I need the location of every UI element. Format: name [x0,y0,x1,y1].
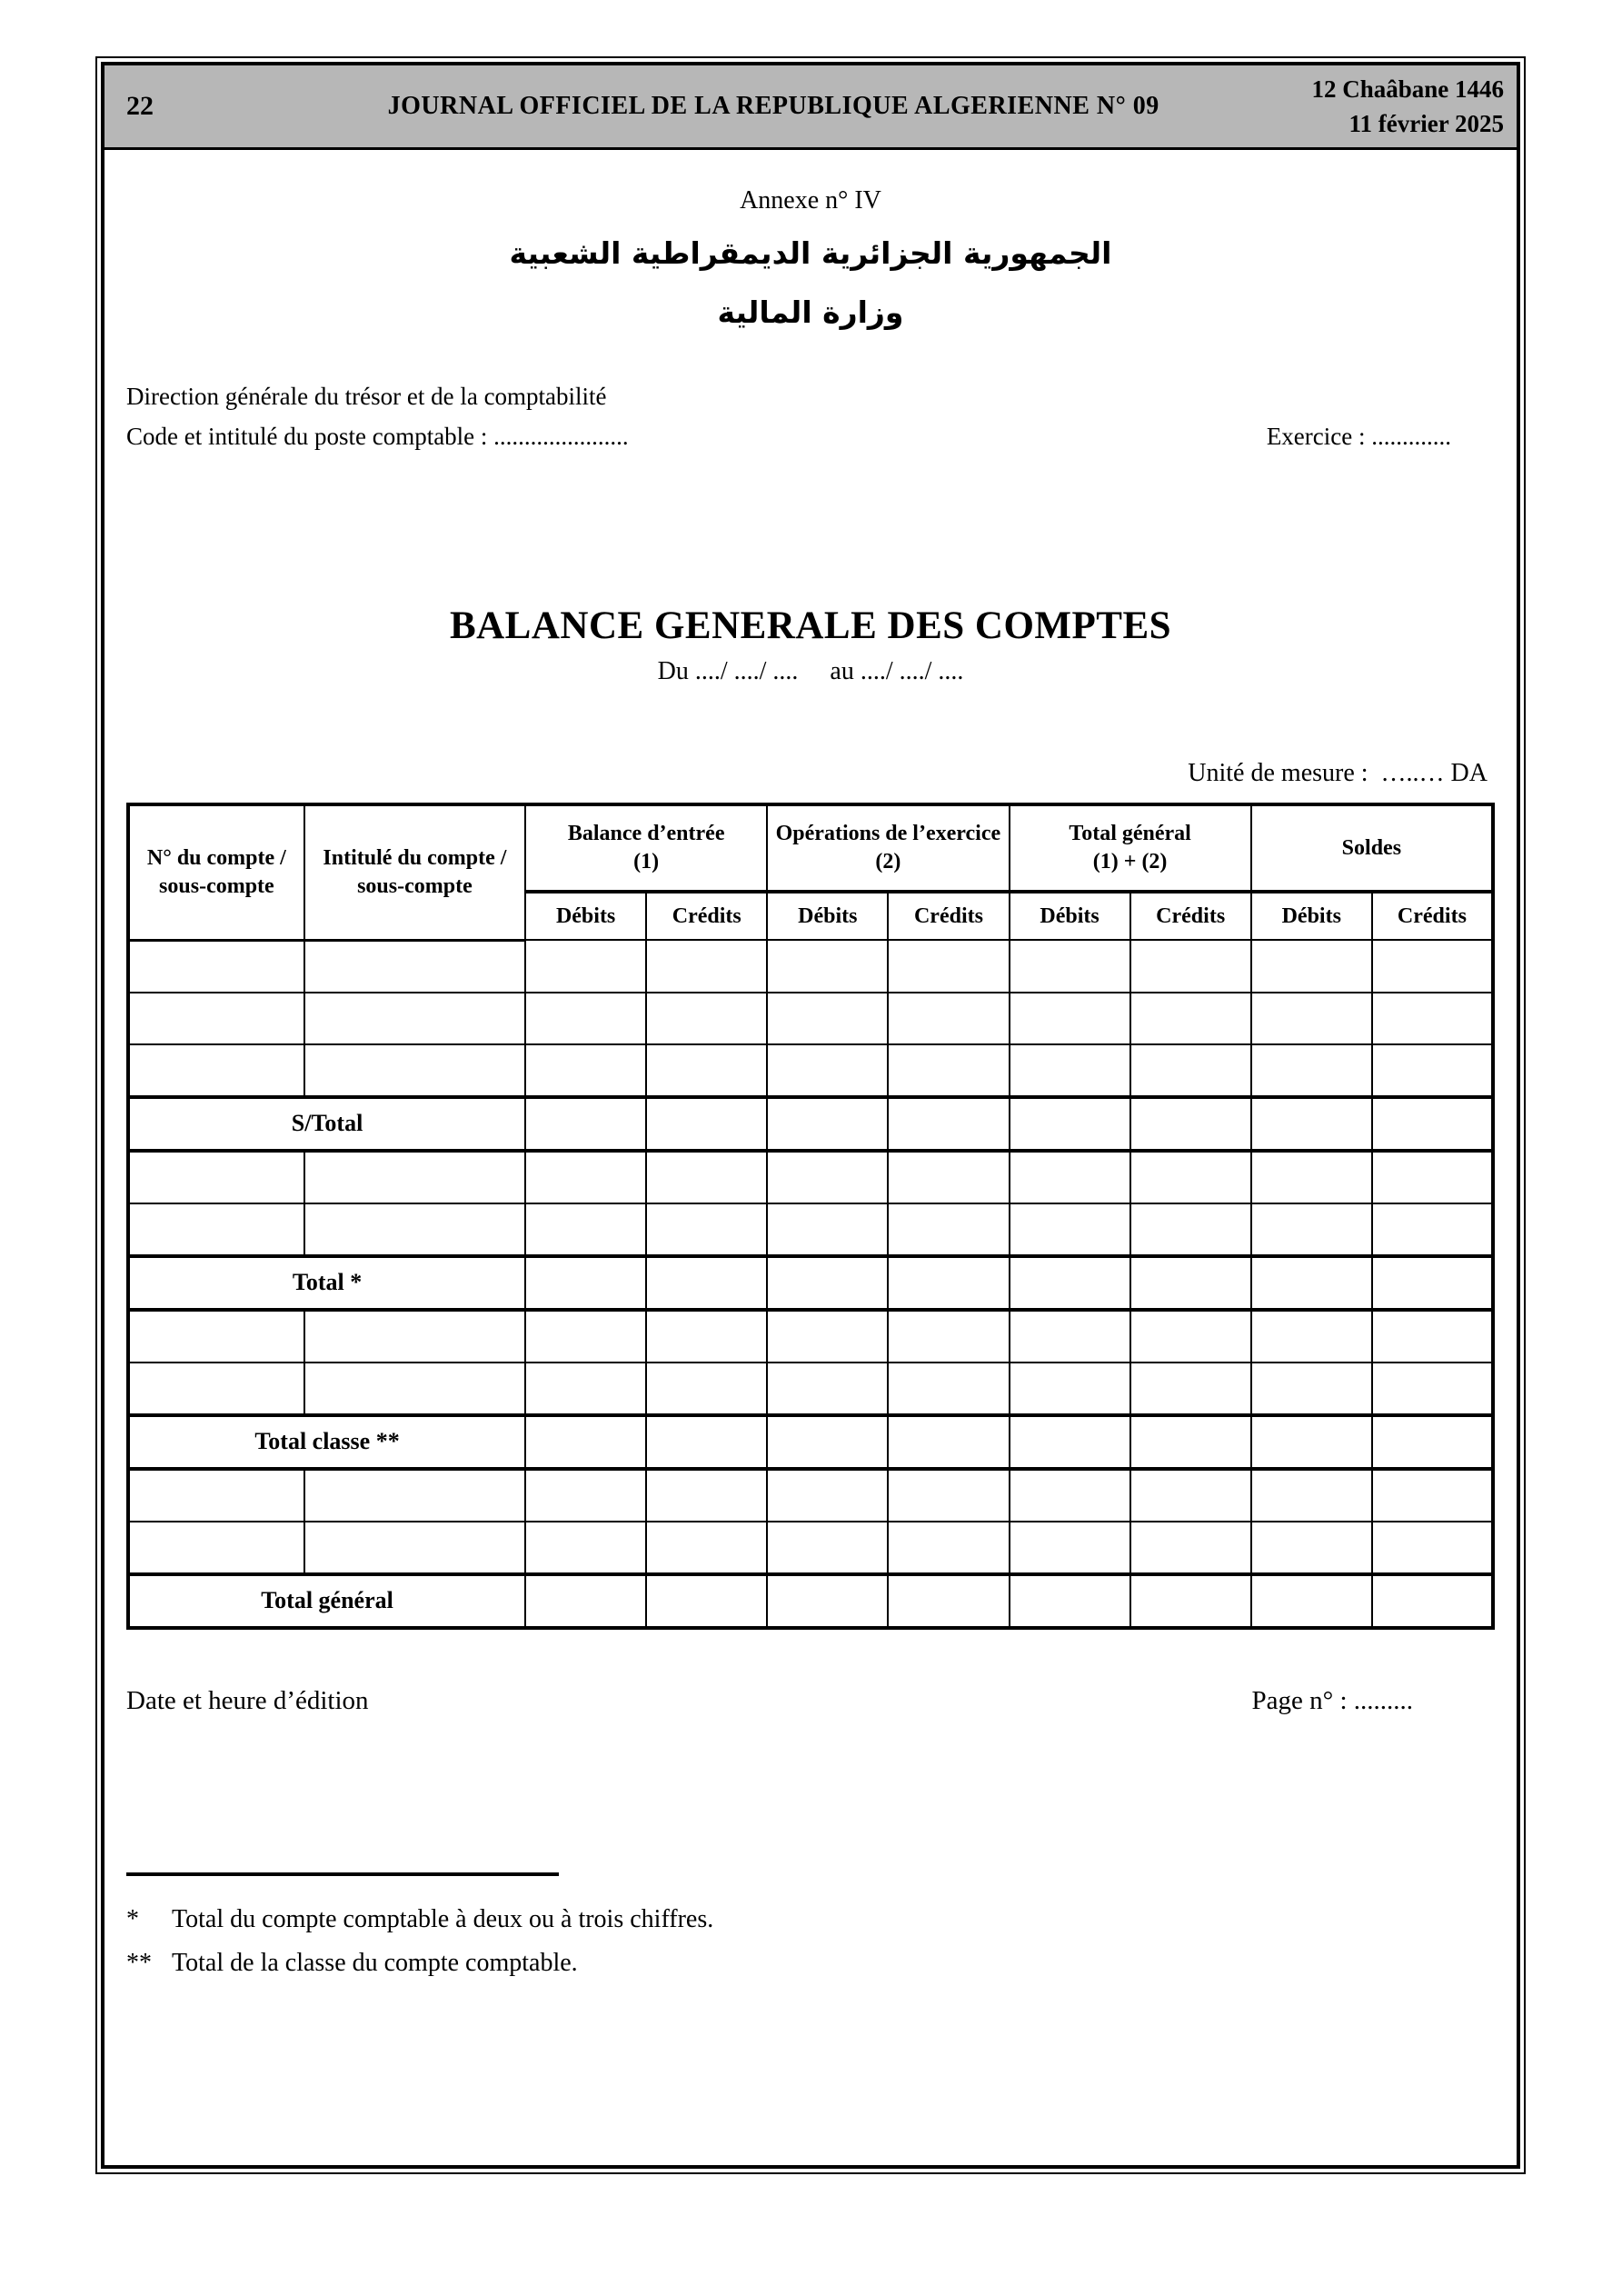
header-account-title [304,804,525,940]
unit-of-measure-line: Unité de mesure : …..… DA [1188,759,1488,787]
empty-amount-cell [525,1574,646,1628]
code-exercice-row [126,423,1495,451]
empty-account-cell [128,1522,304,1574]
empty-amount-cell [1130,1522,1251,1574]
empty-amount-cell [1130,1574,1251,1628]
header-account-title-line1: Intitulé du compte / [323,845,507,870]
empty-amount-cell [1010,1044,1130,1097]
empty-amount-cell [1372,940,1493,993]
header-group-soldes-label: Soldes [1341,835,1402,860]
empty-account-cell [128,993,304,1044]
empty-amount-cell [646,1469,767,1522]
period-line: Du ..../ ..../ .... au ..../ ..../ .... [657,657,964,685]
empty-amount-cell [888,1044,1009,1097]
table-row [128,1044,1493,1097]
empty-amount-cell [1010,1203,1130,1256]
footnote-marker-2: ** [126,1948,152,1977]
empty-amount-cell [1251,993,1372,1044]
empty-amount-cell [525,993,646,1044]
table-row [128,940,1493,993]
empty-account-cell [128,1469,304,1522]
empty-amount-cell [888,1363,1009,1415]
empty-amount-cell [1010,993,1130,1044]
footnote-text-2: Total de la classe du compte comptable. [172,1948,578,1977]
footnote-marker-1: * [126,1904,139,1933]
edition-date-label: Date et heure d’édition [126,1685,369,1715]
empty-amount-cell [525,1469,646,1522]
empty-amount-cell [767,1097,888,1151]
empty-amount-cell [1010,1415,1130,1469]
empty-amount-cell [1251,1574,1372,1628]
header-credits-1: Crédits [646,892,767,940]
empty-amount-cell [646,1363,767,1415]
empty-amount-cell [1010,1522,1130,1574]
balance-table-header [128,804,1493,940]
empty-amount-cell [1251,1469,1372,1522]
empty-amount-cell [1251,1415,1372,1469]
empty-amount-cell [646,1203,767,1256]
empty-account-cell [304,1469,525,1522]
balance-table [126,803,1495,1630]
total-row [128,1097,1493,1151]
empty-amount-cell [888,1522,1009,1574]
empty-amount-cell [888,1415,1009,1469]
empty-amount-cell [646,1574,767,1628]
empty-amount-cell [525,1256,646,1310]
empty-amount-cell [1251,1522,1372,1574]
empty-account-cell [128,1044,304,1097]
empty-amount-cell [767,940,888,993]
empty-amount-cell [1251,1203,1372,1256]
header-group-balance-entree-sub: (1) [633,850,660,873]
empty-amount-cell [1251,1363,1372,1415]
code-poste-comptable-line: Code et intitulé du poste comptable : ...................... [126,423,629,450]
header-account-number-line1: N° du compte / [146,845,286,870]
footnotes [126,1898,1495,1985]
empty-amount-cell [1372,1415,1493,1469]
table-body [128,940,1493,1628]
empty-amount-cell [1372,1574,1493,1628]
table-row [128,993,1493,1044]
empty-amount-cell [646,1310,767,1363]
masthead-dates [1311,72,1517,141]
masthead-band [104,65,1517,150]
header-debits-4: Débits [1251,892,1372,940]
empty-amount-cell [767,993,888,1044]
empty-amount-cell [888,1256,1009,1310]
page-content [104,186,1517,1985]
empty-amount-cell [888,1469,1009,1522]
empty-amount-cell [1130,1097,1251,1151]
row-label-cell: Total général [128,1574,525,1628]
empty-amount-cell [767,1310,888,1363]
arabic-ministry-heading: وزارة المالية [717,294,904,330]
empty-amount-cell [1372,1363,1493,1415]
masthead-date-hijri: 12 Chaâbane 1446 [1311,75,1504,103]
annexe-label: Annexe n° IV [740,186,881,215]
empty-amount-cell [1372,1469,1493,1522]
header-group-operations-label: Opérations de l’exercice [775,822,1001,845]
empty-amount-cell [767,1415,888,1469]
header-credits-4: Crédits [1372,892,1493,940]
empty-amount-cell [1372,1097,1493,1151]
empty-amount-cell [646,1415,767,1469]
exercice-line: Exercice : ............. [1266,423,1451,450]
empty-amount-cell [1251,1097,1372,1151]
empty-amount-cell [646,940,767,993]
empty-amount-cell [646,993,767,1044]
empty-amount-cell [1130,1203,1251,1256]
empty-amount-cell [888,1203,1009,1256]
page-frame-inner [101,62,1520,2169]
empty-account-cell [128,940,304,993]
empty-amount-cell [1010,1256,1130,1310]
footnote-double-asterisk [126,1942,1495,1985]
empty-amount-cell [646,1097,767,1151]
empty-amount-cell [525,1151,646,1203]
empty-amount-cell [888,940,1009,993]
empty-amount-cell [525,1203,646,1256]
masthead-date-gregorian: 11 février 2025 [1348,110,1504,137]
empty-account-cell [304,1310,525,1363]
header-account-number-line2: sous-compte [159,873,274,898]
table-row [128,1151,1493,1203]
empty-amount-cell [1010,940,1130,993]
empty-amount-cell [1010,1097,1130,1151]
total-row [128,1415,1493,1469]
row-label-cell: S/Total [128,1097,525,1151]
row-label-cell: Total * [128,1256,525,1310]
footnote-single-asterisk [126,1898,1495,1942]
empty-amount-cell [1130,1310,1251,1363]
header-account-number [128,804,304,940]
total-row [128,1256,1493,1310]
empty-amount-cell [525,1522,646,1574]
empty-account-cell [128,1203,304,1256]
empty-amount-cell [525,1415,646,1469]
empty-amount-cell [1372,1044,1493,1097]
header-group-total-general-sub: (1) + (2) [1092,850,1168,873]
empty-amount-cell [888,1310,1009,1363]
row-label-cell: Total classe ** [128,1415,525,1469]
empty-amount-cell [1010,1469,1130,1522]
empty-amount-cell [1372,1203,1493,1256]
empty-amount-cell [525,1097,646,1151]
empty-amount-cell [1130,1151,1251,1203]
header-credits-3: Crédits [1130,892,1251,940]
empty-amount-cell [767,1574,888,1628]
empty-amount-cell [1130,1363,1251,1415]
empty-amount-cell [1130,1044,1251,1097]
empty-account-cell [128,1363,304,1415]
empty-account-cell [304,993,525,1044]
empty-amount-cell [1130,1469,1251,1522]
header-credits-2: Crédits [888,892,1009,940]
empty-account-cell [128,1310,304,1363]
empty-amount-cell [1010,1151,1130,1203]
empty-amount-cell [1372,1256,1493,1310]
empty-amount-cell [767,1469,888,1522]
table-row [128,1203,1493,1256]
page-frame-outer [95,56,1526,2174]
header-group-total-general [1010,804,1251,892]
empty-amount-cell [1372,1310,1493,1363]
empty-account-cell [304,1363,525,1415]
arabic-republic-heading: الجمهورية الجزائرية الديمقراطية الشعبية [509,235,1112,271]
empty-amount-cell [767,1363,888,1415]
empty-amount-cell [525,1044,646,1097]
empty-amount-cell [1372,993,1493,1044]
empty-amount-cell [1251,1310,1372,1363]
total-row [128,1574,1493,1628]
empty-amount-cell [1251,1151,1372,1203]
empty-amount-cell [767,1522,888,1574]
empty-amount-cell [1130,1415,1251,1469]
table-row [128,1310,1493,1363]
empty-amount-cell [888,1097,1009,1151]
empty-amount-cell [888,1151,1009,1203]
empty-account-cell [304,1151,525,1203]
footnote-text-1: Total du compte comptable à deux ou à trois chiffres. [172,1904,714,1933]
empty-amount-cell [1372,1151,1493,1203]
empty-amount-cell [767,1203,888,1256]
header-group-operations [767,804,1009,892]
table-row [128,1469,1493,1522]
empty-amount-cell [525,1310,646,1363]
empty-amount-cell [646,1522,767,1574]
empty-amount-cell [646,1151,767,1203]
empty-account-cell [304,940,525,993]
empty-amount-cell [1010,1310,1130,1363]
page-number-label: Page n° : ......... [1251,1685,1413,1715]
header-group-balance-entree [525,804,767,892]
empty-account-cell [128,1151,304,1203]
empty-amount-cell [1010,1363,1130,1415]
header-group-total-general-label: Total général [1069,822,1191,845]
empty-amount-cell [1372,1522,1493,1574]
empty-amount-cell [1130,940,1251,993]
empty-amount-cell [888,993,1009,1044]
empty-amount-cell [646,1044,767,1097]
header-group-soldes [1251,804,1493,892]
empty-amount-cell [1251,1256,1372,1310]
empty-amount-cell [1251,1044,1372,1097]
table-row [128,1363,1493,1415]
empty-account-cell [304,1044,525,1097]
empty-amount-cell [646,1256,767,1310]
empty-account-cell [304,1203,525,1256]
empty-amount-cell [525,940,646,993]
footnote-divider [126,1872,559,1876]
header-account-title-line2: sous-compte [357,873,473,898]
empty-amount-cell [767,1044,888,1097]
header-debits-1: Débits [525,892,646,940]
empty-amount-cell [1010,1574,1130,1628]
empty-amount-cell [1251,940,1372,993]
empty-account-cell [304,1522,525,1574]
empty-amount-cell [767,1256,888,1310]
header-debits-3: Débits [1010,892,1130,940]
empty-amount-cell [1130,1256,1251,1310]
empty-amount-cell [1130,993,1251,1044]
empty-amount-cell [888,1574,1009,1628]
empty-amount-cell [767,1151,888,1203]
page-title: BALANCE GENERALE DES COMPTES [449,604,1172,647]
empty-amount-cell [525,1363,646,1415]
masthead-journal-title: JOURNAL OFFICIEL DE LA REPUBLIQUE ALGERIENNE N° 09 [387,92,1159,120]
direction-generale-line: Direction générale du trésor et de la comptabilité [126,383,607,410]
table-row [128,1522,1493,1574]
header-group-balance-entree-label: Balance d’entrée [567,822,725,845]
edition-row [126,1686,1495,1716]
header-debits-2: Débits [767,892,888,940]
masthead-page-number: 22 [126,91,154,121]
header-group-operations-sub: (2) [875,850,901,873]
